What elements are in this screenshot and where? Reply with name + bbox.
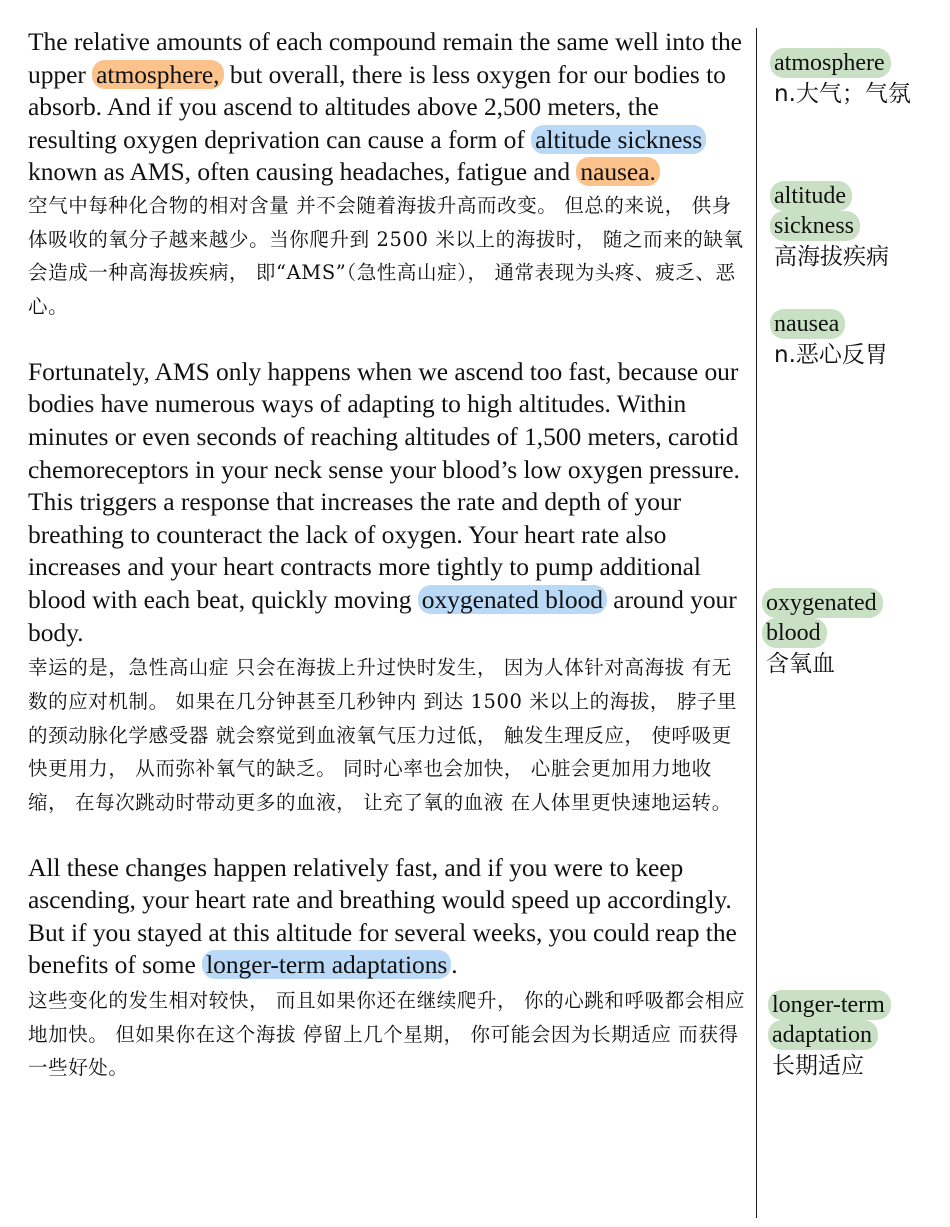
- paragraph-2: [28, 356, 750, 820]
- highlighted-term: longer-term adaptations: [202, 950, 451, 979]
- body-text: All these changes happen relatively fast, and if you were to keep ascending, your heart rate and breathing would speed up accordingly. But if you stayed at this altitude for several weeks, you could reap the benefits of some: [28, 852, 737, 980]
- highlighted-term: oxygenated blood: [418, 585, 607, 614]
- article-body: [28, 26, 750, 1085]
- chinese-translation: 空气中每种化合物的相对含量 并不会随着海拔升高而改变。 但总的来说， 供身体吸收的氧分子越来越少。当你爬升到 2500 米以上的海拔时， 随之而来的缺氧 会造成一种高海拔疾病， 即“AMS”（急性高山症）， 通常表现为头疼、疲乏、恶心。: [28, 193, 744, 319]
- glossary-entry: [768, 990, 918, 1082]
- chinese-translation: 这些变化的发生相对较快， 而且如果你还在继续爬升， 你的心跳和呼吸都会相应地加快。 但如果你在这个海拔 停留上几个星期， 你可能会因为长期适应 而获得一些好处。: [28, 989, 746, 1080]
- paragraph-3: [28, 852, 750, 1085]
- glossary-meaning: 高海拔疾病: [774, 244, 889, 270]
- glossary-meaning: n.恶心反胃: [774, 342, 888, 368]
- highlighted-term: altitude sickness: [531, 125, 706, 154]
- glossary-term: atmosphere: [770, 48, 891, 78]
- body-text: but overall, there is less oxygen for our bodies to absorb. And if you ascend to altitudes above 2,500 meters, the resulting oxygen deprivation can cause a form of: [28, 59, 726, 154]
- english-text: [28, 26, 750, 189]
- glossary-term: nausea: [770, 309, 845, 339]
- highlighted-term: atmosphere,: [92, 60, 223, 89]
- body-text: The relative amounts of each compound remain the same well into the upper: [28, 27, 742, 89]
- body-text: Fortunately, AMS only happens when we ascend too fast, because our bodies have numerous ways of adapting to high altitudes. Within minutes or even seconds of reaching altitudes of 1,500 meters, carotid chemoreceptors in your neck sense your blood’s low oxygen pressure. This triggers a response that increases the rate and depth of your breathing to counteract the lack of oxygen. Your heart rate also increases and your heart contracts more tightly to pump additional blood with each beat, quickly moving: [28, 356, 740, 614]
- glossary-entry: [770, 181, 940, 273]
- body-text: around your body.: [28, 584, 737, 647]
- body-text: .: [451, 950, 458, 980]
- glossary-term: altitude: [770, 181, 852, 211]
- glossary-term: adaptation: [768, 1020, 878, 1050]
- paragraph-1: [28, 26, 750, 324]
- margin-divider-line: [756, 28, 757, 1218]
- glossary-entry: [770, 309, 920, 371]
- glossary-meaning: 长期适应: [772, 1053, 864, 1079]
- glossary-term: blood: [762, 618, 827, 648]
- english-text: [28, 356, 750, 649]
- glossary-term: sickness: [770, 211, 860, 241]
- body-text: known as AMS, often causing headaches, fatigue and: [28, 157, 577, 187]
- glossary-meaning: 含氧血: [766, 651, 835, 677]
- english-text: [28, 852, 750, 982]
- chinese-translation: 幸运的是，急性高山症 只会在海拔上升过快时发生， 因为人体针对高海拔 有无数的应对机制。 如果在几分钟甚至几秒钟内 到达 1500 米以上的海拔， 脖子里的颈动脉化学感受器 就会察觉到血液氧气压力过低， 触发生理反应， 使呼吸更快更用力， 从而弥补氧气的缺乏。 同时心率也会加快， 心脏会更加用力地收缩， 在每次跳动时带动更多的血液， 让充了氧的血液 在人体里更快速地运转。: [28, 656, 738, 814]
- glossary-entry: [762, 588, 912, 680]
- glossary-meaning: n.大气；气氛: [774, 81, 911, 107]
- glossary-term: oxygenated: [762, 588, 883, 618]
- glossary-entry: [770, 48, 920, 110]
- highlighted-term: nausea.: [576, 157, 659, 186]
- glossary-term: longer-term: [768, 990, 891, 1020]
